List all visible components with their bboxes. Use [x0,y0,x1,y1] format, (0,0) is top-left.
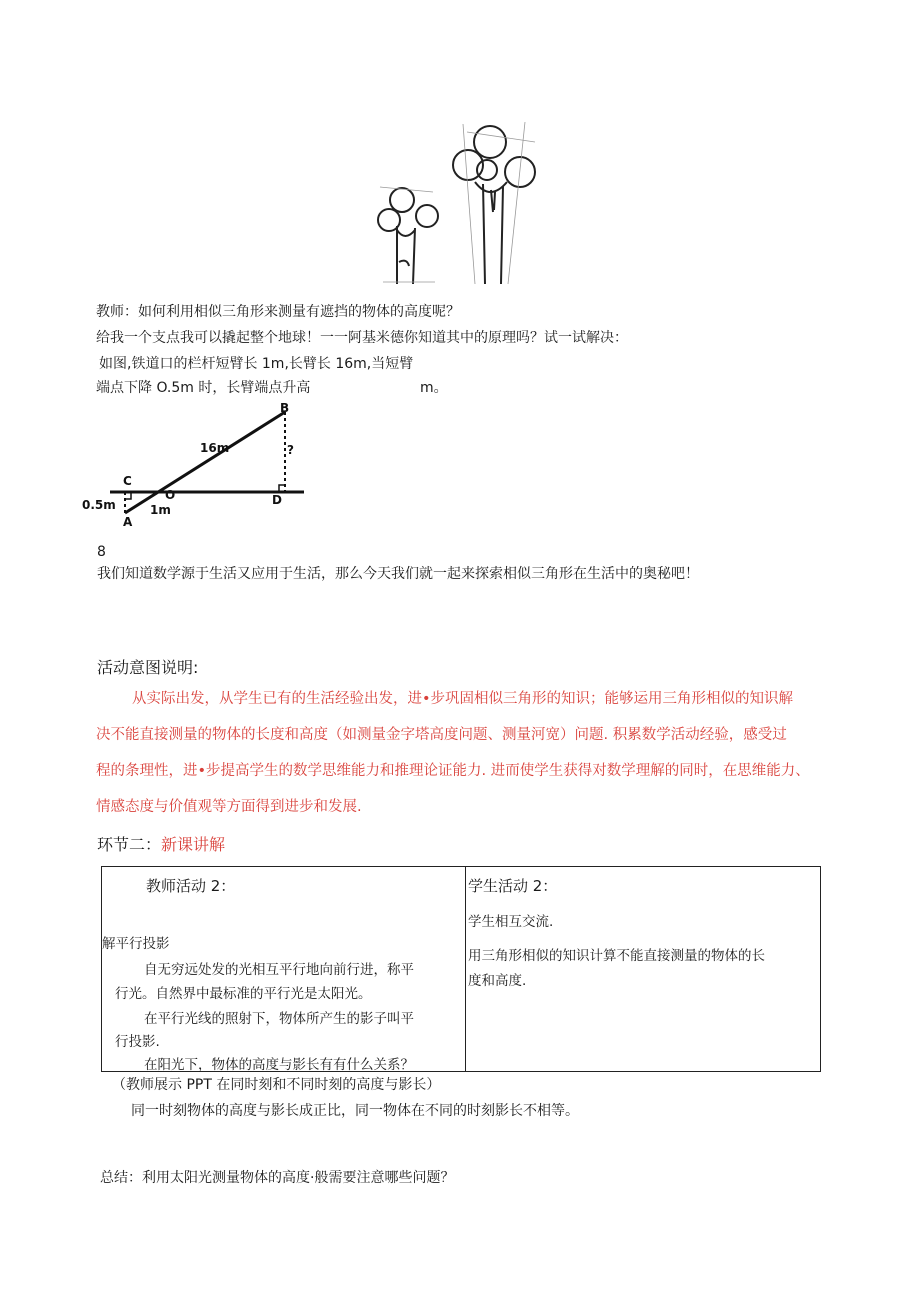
ppt-note: （教师展示 PPT 在同时刻和不同时刻的高度与影长） [112,1077,441,1093]
problem-line-2: 端点下降 O.5m 时，长臂端点升高 [96,380,311,396]
drop-label: 0.5m [82,498,116,512]
lever-diagram [80,400,310,530]
teacher-line-3: 行光。自然界中最标准的平行光是太阳光。 [115,986,372,1002]
long-arm-label: 16m [200,441,230,455]
student-line-2: 用三角形相似的知识计算不能直接测量的物体的长 [468,948,765,964]
student-cell [466,867,821,1072]
point-a-label: A [123,515,133,529]
teacher-line-1: 解平行投影 [102,936,170,952]
point-d-label: D [272,493,282,507]
point-b-label: B [280,401,290,415]
figure-number: 8 [97,544,106,560]
student-line-3: 度和高度. [468,973,527,989]
short-arm-label: 1m [150,503,171,517]
teacher-line-4: 在平行光线的照射下，物体所产生的影子叫平 [144,1011,414,1027]
point-c-label: C [123,474,132,488]
section-label: 环节二： [97,835,162,854]
point-o-label: O [165,488,176,502]
teacher-cell [102,867,466,1072]
problem-line-1: 如图,铁道口的栏杆短臂长 1m,长臂长 16m,当短臂 [99,356,414,372]
intent-line-2: 决不能直接测量的物体的长度和高度（如测量金字塔高度问题、测量河宽）问题. 积累数学活动经验，感受过 [96,727,787,743]
summary-question: 总结：利用太阳光测量物体的高度·般需要注意哪些问题？ [100,1170,455,1186]
teacher-line-2: 自无穷远处发的光相互平行地向前行进，称平 [144,962,414,978]
conclusion-line: 同一时刻物体的高度与影长成正比，同一物体在不同的时刻影长不相等。 [131,1103,579,1119]
teacher-line-6: 在阳光下，物体的高度与影长有有什么关系？ [144,1057,414,1073]
trees-illustration [375,112,550,292]
intent-line-1: 从实际出发，从学生已有的生活经验出发，进•步巩固相似三角形的知识；能够运用三角形相似的知识解 [132,691,794,707]
problem-unit: m。 [420,380,448,396]
teacher-line-5: 行投影. [115,1034,160,1050]
unknown-label: ? [287,443,294,457]
intent-title: 活动意图说明: [97,658,199,677]
teacher-head: 教师活动 2： [146,877,236,895]
activity-table [101,866,821,1072]
section-heading [97,832,225,855]
student-head: 学生活动 2： [468,877,558,895]
intro-summary: 我们知道数学源于生活又应用于生活，那么今天我们就一起来探索相似三角形在生活中的奥秘吧！ [97,566,699,582]
student-line-1: 学生相互交流. [468,914,554,930]
intent-line-4: 情感态度与价值观等方面得到进步和发展. [96,799,362,815]
section-title: 新课讲解 [161,835,226,854]
archimedes-line: 给我一个支点我可以撬起整个地球！一一阿基米德你知道其中的原理吗？试一试解决： [96,330,628,346]
teacher-question: 教师：如何利用相似三角形来测量有遮挡的物体的高度呢？ [96,304,460,320]
intent-line-3: 程的条理性，进•步提高学生的数学思维能力和推理论证能力. 进而使学生获得对数学理解的同时，在思维能力、 [96,763,810,779]
